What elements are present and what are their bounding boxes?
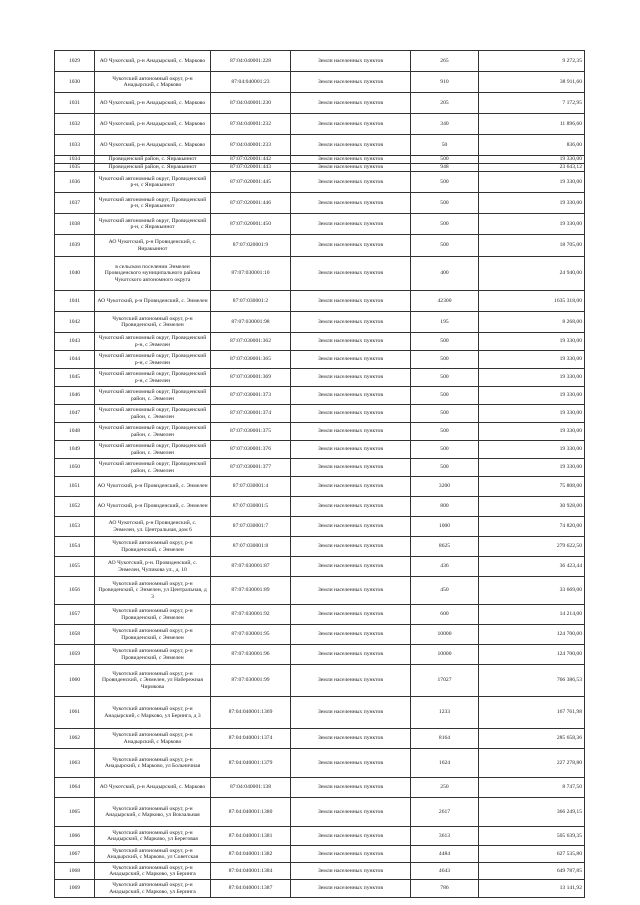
area-cell: 500 [411,156,479,164]
row-number: 1054 [55,537,95,557]
row-number: 1059 [55,645,95,665]
cadastral-number-cell: 87:04:040001:1380 [211,798,291,827]
cadastral-number-cell: 87:07:030001:376 [211,441,291,459]
row-number: 1044 [55,351,95,369]
cadastral-number-cell: 87:07:030001:5 [211,497,291,517]
land-category-cell: Земли населенных пунктов [291,441,411,459]
address-cell: АО Чукотский, р-н Анадырский, с. Марково [95,93,211,114]
cadastral-value-cell: 124 700,00 [479,645,585,665]
area-cell: 500 [411,423,479,441]
area-cell: 600 [411,605,479,625]
row-number: 1034 [55,156,95,164]
cadastral-value-cell: 627 535,80 [479,846,585,863]
row-number: 1033 [55,135,95,156]
area-cell: 340 [411,114,479,135]
address-cell: АО Чукотский, р-н Анадырский, с. Марково [95,135,211,156]
cadastral-value-cell: 19 330,00 [479,172,585,193]
cadastral-value-cell: 505 639,35 [479,827,585,846]
cadastral-number-cell: 87:07:030001:2 [211,291,291,312]
cadastral-number-cell: 87:07:030001:365 [211,351,291,369]
table-row [55,537,585,557]
row-number: 1060 [55,665,95,697]
address-cell: Провиденский район, с. Янракыннот [95,164,211,172]
table-row [55,51,585,72]
area-cell: 250 [411,778,479,798]
cadastral-value-cell: 1635 318,00 [479,291,585,312]
area-cell: 1000 [411,517,479,537]
land-category-cell: Земли населенных пунктов [291,387,411,405]
row-number: 1036 [55,172,95,193]
land-category-cell: Земли населенных пунктов [291,827,411,846]
row-number: 1030 [55,72,95,93]
cadastral-number-cell: 87:04:040001:1369 [211,697,291,729]
cadastral-number-cell: 87:07:020001:450 [211,214,291,235]
table-row [55,517,585,537]
area-cell: 400 [411,257,479,291]
land-category-cell: Земли населенных пунктов [291,557,411,577]
area-cell: 17027 [411,665,479,697]
cadastral-number-cell: 87:04:040001:138 [211,778,291,798]
table-body [55,51,585,898]
cadastral-value-cell: 19 330,00 [479,333,585,351]
address-cell: Провиденский район, с. Янракыннот [95,156,211,164]
land-category-cell: Земли населенных пунктов [291,778,411,798]
cadastral-value-cell: 33 669,00 [479,577,585,605]
table-row [55,625,585,645]
land-category-cell: Земли населенных пунктов [291,798,411,827]
cadastral-value-cell: 227 278,80 [479,749,585,778]
table-row [55,497,585,517]
land-category-cell: Земли населенных пунктов [291,537,411,557]
land-category-cell: Земли населенных пунктов [291,665,411,697]
area-cell: 1233 [411,697,479,729]
area-cell: 500 [411,441,479,459]
area-cell: 50 [411,135,479,156]
table-row [55,387,585,405]
address-cell: Чукотский автономный округ, Провиденский район, с. Энмелен [95,459,211,477]
area-cell: 500 [411,459,479,477]
address-cell: Чукотский автономный округ, Провиденский р-н, с Энмелен [95,369,211,387]
land-category-cell: Земли населенных пунктов [291,291,411,312]
table-row [55,605,585,625]
row-number: 1042 [55,312,95,333]
row-number: 1031 [55,93,95,114]
row-number: 1065 [55,798,95,827]
area-cell: 436 [411,557,479,577]
cadastral-number-cell: 87:07:030001:87 [211,557,291,577]
cadastral-value-cell: 38 911,60 [479,72,585,93]
row-number: 1067 [55,846,95,863]
row-number: 1057 [55,605,95,625]
land-category-cell: Земли населенных пунктов [291,351,411,369]
cadastral-value-cell: 75 808,00 [479,477,585,497]
cadastral-value-cell: 18 705,00 [479,235,585,257]
table-row [55,214,585,235]
cadastral-number-cell: 87:07:030001:95 [211,625,291,645]
table-row [55,423,585,441]
table-row [55,156,585,164]
cadastral-number-cell: 87:07:030001:369 [211,369,291,387]
cadastral-number-cell: 87:04:040001:23 [211,72,291,93]
row-number: 1041 [55,291,95,312]
address-cell: АО Чукотский, р-н Провиденский, с. Энмелен [95,497,211,517]
row-number: 1043 [55,333,95,351]
cadastral-number-cell: 87:07:020001:443 [211,164,291,172]
cadastral-number-cell: 87:07:030001:373 [211,387,291,405]
row-number: 1040 [55,257,95,291]
land-category-cell: Земли населенных пунктов [291,164,411,172]
row-number: 1051 [55,477,95,497]
row-number: 1038 [55,214,95,235]
address-cell: Чукотский автономный округ, р-н Анадырский, с Марково, ул Беринга [95,880,211,898]
table-row [55,477,585,497]
row-number: 1032 [55,114,95,135]
address-cell: АО Чукотский, р-н Провиденский, с. Янракыннот [95,235,211,257]
row-number: 1063 [55,749,95,778]
land-category-cell: Земли населенных пунктов [291,114,411,135]
area-cell: 10000 [411,645,479,665]
row-number: 1062 [55,729,95,749]
area-cell: 500 [411,387,479,405]
land-category-cell: Земли населенных пунктов [291,645,411,665]
cadastral-value-cell: 19 330,00 [479,351,585,369]
area-cell: 4643 [411,863,479,880]
table-row [55,778,585,798]
row-number: 1055 [55,557,95,577]
cadastral-number-cell: 87:04:040001:230 [211,93,291,114]
cadastral-number-cell: 87:04:040001:228 [211,51,291,72]
area-cell: 1624 [411,749,479,778]
address-cell: Чукотский автономный округ, р-н Провиденский, с Энмелен [95,645,211,665]
row-number: 1066 [55,827,95,846]
cadastral-value-cell: 11 896,60 [479,114,585,135]
land-category-cell: Земли населенных пунктов [291,497,411,517]
address-cell: Чукотский автономный округ, р-н Провиденский, с Энмелен [95,537,211,557]
row-number: 1050 [55,459,95,477]
cadastral-number-cell: 87:07:030001:89 [211,577,291,605]
table-row [55,557,585,577]
row-number: 1037 [55,193,95,214]
cadastral-value-cell: 366 249,15 [479,798,585,827]
cadastral-value-cell: 649 787,85 [479,863,585,880]
table-row [55,827,585,846]
land-category-cell: Земли населенных пунктов [291,697,411,729]
address-cell: Чукотский автономный округ, р-н Анадырский, с Марково, ул Вокзальная [95,798,211,827]
table-row [55,257,585,291]
table-row [55,369,585,387]
address-cell: Чукотский автономный округ, Провиденский район, с. Энмелен [95,387,211,405]
address-cell: Чукотский автономный округ, р-н Провиденский, с Энмелен, ул Набережная Чирмкова [95,665,211,697]
cadastral-number-cell: 87:04:040001:1384 [211,863,291,880]
address-cell: АО Чукотский, р-н Провиденский, с. Энмелен, ул. Центральная, дом 6 [95,517,211,537]
land-category-cell: Земли населенных пунктов [291,846,411,863]
table-row [55,135,585,156]
area-cell: 3613 [411,827,479,846]
land-category-cell: Земли населенных пунктов [291,51,411,72]
land-category-cell: Земли населенных пунктов [291,423,411,441]
cadastral-value-cell: 124 700,00 [479,625,585,645]
land-category-cell: Земли населенных пунктов [291,156,411,164]
table-row [55,291,585,312]
area-cell: 500 [411,235,479,257]
address-cell: Чукотский автономный округ, р-н Провиденский, с Энмелен [95,605,211,625]
cadastral-value-cell: 8 747,50 [479,778,585,798]
area-cell: 500 [411,351,479,369]
address-cell: Чукотский автономный округ, Провиденский р-н, с Янракыннот [95,214,211,235]
cadastral-number-cell: 87:04:040001:1374 [211,729,291,749]
land-category-cell: Земли населенных пунктов [291,625,411,645]
address-cell: Чукотский автономный округ, р-н Анадырский, с Марково, ул Больничная [95,749,211,778]
cadastral-number-cell: 87:07:030001:10 [211,257,291,291]
cadastral-number-cell: 87:07:030001:99 [211,665,291,697]
cadastral-value-cell: 167 761,98 [479,697,585,729]
address-cell: Чукотский автономный округ, Провиденский р-н, с Энмелен [95,333,211,351]
cadastral-value-cell: 766 386,53 [479,665,585,697]
row-number: 1064 [55,778,95,798]
row-number: 1047 [55,405,95,423]
area-cell: 500 [411,193,479,214]
row-number: 1056 [55,577,95,605]
row-number: 1068 [55,863,95,880]
cadastral-value-cell: 30 928,00 [479,497,585,517]
cadastral-number-cell: 87:07:030001:362 [211,333,291,351]
cadastral-number-cell: 87:04:040001:1381 [211,827,291,846]
area-cell: 42300 [411,291,479,312]
land-category-cell: Земли населенных пунктов [291,477,411,497]
cadastral-value-cell: 9 272,35 [479,51,585,72]
cadastral-value-cell: 19 330,00 [479,214,585,235]
cadastral-value-cell: 36 423,44 [479,557,585,577]
address-cell: Чукотский автономный округ, Провиденский район, с. Энмелен [95,423,211,441]
area-cell: 8164 [411,729,479,749]
cadastral-value-cell: 8 268,00 [479,312,585,333]
area-cell: 450 [411,577,479,605]
table-row [55,351,585,369]
area-cell: 3200 [411,477,479,497]
cadastral-value-cell: 7 172,95 [479,93,585,114]
table-row [55,72,585,93]
cadastral-number-cell: 87:07:020001:442 [211,156,291,164]
land-category-cell: Земли населенных пунктов [291,172,411,193]
address-cell: Чукотский автономный округ, р-н Анадырский, с Марково [95,729,211,749]
land-category-cell: Земли населенных пунктов [291,459,411,477]
row-number: 1045 [55,369,95,387]
row-number: 1061 [55,697,95,729]
row-number: 1049 [55,441,95,459]
land-category-cell: Земли населенных пунктов [291,577,411,605]
table-row [55,441,585,459]
cadastral-number-cell: 87:04:040001:232 [211,114,291,135]
address-cell: Чукотский автономный округ, р-н Провиденский, с Энмелен [95,312,211,333]
land-category-cell: Земли населенных пунктов [291,72,411,93]
address-cell: Чукотский автономный округ, Провиденский район, с. Энмелен [95,441,211,459]
area-cell: 948 [411,164,479,172]
cadastral-number-cell: 87:07:030001:4 [211,477,291,497]
area-cell: 10000 [411,625,479,645]
cadastral-number-cell: 87:04:040001:1382 [211,846,291,863]
land-category-cell: Земли населенных пунктов [291,257,411,291]
area-cell: 500 [411,369,479,387]
area-cell: 500 [411,172,479,193]
land-category-cell: Земли населенных пунктов [291,749,411,778]
address-cell: Чукотский автономный округ, Провиденский р-н, с Янракыннот [95,172,211,193]
row-number: 1069 [55,880,95,898]
cadastral-value-cell: 13 141,92 [479,880,585,898]
land-category-cell: Земли населенных пунктов [291,135,411,156]
address-cell: АО Чукотский, р-н Провиденский, с. Энмелен [95,477,211,497]
cadastral-value-cell: 19 330,00 [479,369,585,387]
cadastral-value-cell: 19 330,00 [479,156,585,164]
address-cell: Чукотский автономный округ, р-н Провиденский, с Энмелен, ул Центральная, д 3 [95,577,211,605]
area-cell: 500 [411,333,479,351]
table-row [55,405,585,423]
land-category-cell: Земли населенных пунктов [291,405,411,423]
table-row [55,645,585,665]
cadastral-number-cell: 87:07:030001:96 [211,645,291,665]
land-category-cell: Земли населенных пунктов [291,193,411,214]
cadastral-value-cell: 14 214,00 [479,605,585,625]
land-category-cell: Земли населенных пунктов [291,93,411,114]
cadastral-number-cell: 87:07:030001:7 [211,517,291,537]
row-number: 1029 [55,51,95,72]
cadastral-number-cell: 87:07:020001:446 [211,193,291,214]
land-category-cell: Земли населенных пунктов [291,863,411,880]
table-row [55,172,585,193]
cadastral-number-cell: 87:04:040001:233 [211,135,291,156]
address-cell: в сельском поселении Энмелен Провиденского муниципального района Чукотского автономного округа [95,257,211,291]
table-row [55,93,585,114]
address-cell: АО Чукотский, р-н Анадырский, с. Марково [95,114,211,135]
cadastral-value-cell: 23 643,12 [479,164,585,172]
row-number: 1058 [55,625,95,645]
address-cell: Чукотский автономный округ, р-н Анадырский, с Марково, ул Беринга, д 3 [95,697,211,729]
area-cell: 205 [411,93,479,114]
area-cell: 500 [411,214,479,235]
area-cell: 195 [411,312,479,333]
table-row [55,312,585,333]
cadastral-value-cell: 19 330,00 [479,423,585,441]
cadastral-number-cell: 87:07:020001:445 [211,172,291,193]
area-cell: 500 [411,405,479,423]
cadastral-value-cell: 24 940,00 [479,257,585,291]
table-row [55,459,585,477]
cadastral-value-cell: 74 820,00 [479,517,585,537]
table-row [55,665,585,697]
address-cell: АО Чукотский, р-н Анадырский, с. Марково [95,778,211,798]
land-category-cell: Земли населенных пунктов [291,214,411,235]
area-cell: 8625 [411,537,479,557]
land-category-cell: Земли населенных пунктов [291,235,411,257]
table-row [55,193,585,214]
table-row [55,846,585,863]
address-cell: Чукотский автономный округ, р-н Анадырский, с Марково, ул Береговая [95,827,211,846]
address-cell: Чукотский автономный округ, р-н Анадырский, с Марково [95,72,211,93]
cadastral-value-cell: 285 658,36 [479,729,585,749]
address-cell: АО Чукотский, р-н Анадырский, с. Марково [95,51,211,72]
address-cell: Чукотский автономный округ, р-н Провиденский, с Энмелен [95,625,211,645]
cadastral-value-cell: 19 330,00 [479,441,585,459]
table-row [55,863,585,880]
land-plots-table [54,50,585,898]
land-category-cell: Земли населенных пунктов [291,333,411,351]
cadastral-value-cell: 19 330,00 [479,193,585,214]
table-row [55,114,585,135]
cadastral-value-cell: 279 622,50 [479,537,585,557]
land-category-cell: Земли населенных пунктов [291,517,411,537]
address-cell: Чукотский автономный округ, р-н Анадырский, с Марково, ул Советская [95,846,211,863]
area-cell: 786 [411,880,479,898]
table-row [55,749,585,778]
table-row [55,235,585,257]
row-number: 1035 [55,164,95,172]
address-cell: Чукотский автономный округ, р-н Анадырский, с Марково, ул Беринга [95,863,211,880]
row-number: 1048 [55,423,95,441]
row-number: 1053 [55,517,95,537]
cadastral-number-cell: 87:07:030001:377 [211,459,291,477]
address-cell: Чукотский автономный округ, Провиденский район, с. Энмелен [95,405,211,423]
land-category-cell: Земли населенных пунктов [291,312,411,333]
cadastral-value-cell: 19 330,00 [479,459,585,477]
table-row [55,880,585,898]
cadastral-number-cell: 87:04:040001:1379 [211,749,291,778]
address-cell: Чукотский автономный округ, Провиденский р-н, с Энмелен [95,351,211,369]
table-row [55,333,585,351]
cadastral-value-cell: 836,00 [479,135,585,156]
land-category-cell: Земли населенных пунктов [291,369,411,387]
address-cell: АО Чукотский, р-н. Провиденский, с. Энмелен, Чупикова ул., д. 10 [95,557,211,577]
cadastral-value-cell: 19 330,00 [479,387,585,405]
cadastral-value-cell: 19 330,00 [479,405,585,423]
row-number: 1046 [55,387,95,405]
area-cell: 4484 [411,846,479,863]
table-row [55,798,585,827]
cadastral-number-cell: 87:07:030001:375 [211,423,291,441]
table-row [55,164,585,172]
land-category-cell: Земли населенных пунктов [291,880,411,898]
address-cell: АО Чукотский, р-н Провиденский, с. Энмелен [95,291,211,312]
row-number: 1052 [55,497,95,517]
table-row [55,729,585,749]
cadastral-number-cell: 87:07:030001:8 [211,537,291,557]
cadastral-number-cell: 87:07:020001:9 [211,235,291,257]
table-row [55,577,585,605]
cadastral-number-cell: 87:07:030001:374 [211,405,291,423]
land-category-cell: Земли населенных пунктов [291,729,411,749]
area-cell: 910 [411,72,479,93]
cadastral-number-cell: 87:07:030001:98 [211,312,291,333]
land-category-cell: Земли населенных пунктов [291,605,411,625]
address-cell: Чукотский автономный округ, Провиденский р-н, с Янракыннот [95,193,211,214]
area-cell: 265 [411,51,479,72]
cadastral-number-cell: 87:04:040001:1387 [211,880,291,898]
row-number: 1039 [55,235,95,257]
cadastral-number-cell: 87:07:030001:92 [211,605,291,625]
area-cell: 800 [411,497,479,517]
table-row [55,697,585,729]
area-cell: 2617 [411,798,479,827]
